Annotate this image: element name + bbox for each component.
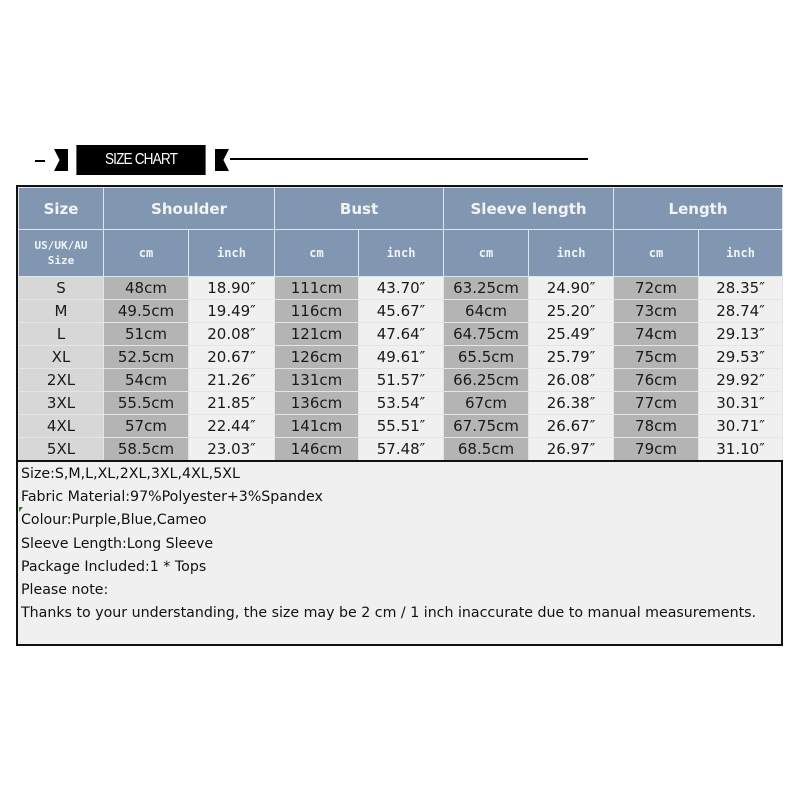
header-shoulder: Shoulder (104, 188, 275, 230)
cell-bust-cm: 141cm (275, 415, 359, 438)
note-please-note: Please note: (21, 581, 109, 598)
banner-rule (230, 158, 588, 160)
size-chart-table (18, 187, 783, 461)
cell-sleeve-inch: 25.49″ (529, 323, 614, 346)
note-colour: Colour:Purple,Blue,Cameo (21, 512, 207, 529)
cell-length-inch: 28.35″ (699, 277, 783, 300)
unit-shoulder-cm: cm (104, 230, 189, 277)
cell-sleeve-inch: 24.90″ (529, 277, 614, 300)
unit-bust-inch: inch (359, 230, 444, 277)
cell-size: S (19, 277, 104, 300)
unit-bust-cm: cm (275, 230, 359, 277)
cell-bust-inch: 53.54″ (359, 392, 444, 415)
cell-bust-cm: 121cm (275, 323, 359, 346)
table-row (19, 438, 783, 461)
header-sleeve-length: Sleeve length (444, 188, 614, 230)
cell-length-cm: 77cm (614, 392, 699, 415)
banner-dash-left (35, 160, 45, 162)
cell-length-inch: 29.53″ (699, 346, 783, 369)
cell-shoulder-cm: 55.5cm (104, 392, 189, 415)
table-row (19, 277, 783, 300)
note-sizes: Size:S,M,L,XL,2XL,3XL,4XL,5XL (21, 466, 240, 482)
cell-shoulder-cm: 51cm (104, 323, 189, 346)
cell-shoulder-cm: 49.5cm (104, 300, 189, 323)
cell-shoulder-inch: 23.03″ (189, 438, 275, 461)
cell-bust-cm: 126cm (275, 346, 359, 369)
cell-sleeve-cm: 68.5cm (444, 438, 529, 461)
cell-size: 3XL (19, 392, 104, 415)
cell-shoulder-cm: 48cm (104, 277, 189, 300)
cell-sleeve-inch: 25.20″ (529, 300, 614, 323)
cell-shoulder-inch: 20.08″ (189, 323, 275, 346)
unit-length-cm: cm (614, 230, 699, 277)
cell-sleeve-cm: 64.75cm (444, 323, 529, 346)
cell-length-cm: 76cm (614, 369, 699, 392)
cell-shoulder-cm: 52.5cm (104, 346, 189, 369)
cell-sleeve-cm: 67cm (444, 392, 529, 415)
cell-shoulder-inch: 18.90″ (189, 277, 275, 300)
unit-sleeve-cm: cm (444, 230, 529, 277)
cell-sleeve-cm: 63.25cm (444, 277, 529, 300)
note-disclaimer: Thanks to your understanding, the size may be 2 cm / 1 inch inaccurate due to manual measurements. (21, 605, 757, 622)
cell-size: M (19, 300, 104, 323)
cell-length-cm: 75cm (614, 346, 699, 369)
size-chart-banner (0, 140, 800, 180)
cell-sleeve-cm: 65.5cm (444, 346, 529, 369)
cell-bust-cm: 116cm (275, 300, 359, 323)
table-row (19, 415, 783, 438)
cell-size: 2XL (19, 369, 104, 392)
cell-sleeve-inch: 26.67″ (529, 415, 614, 438)
cell-length-inch: 29.92″ (699, 369, 783, 392)
header-bust: Bust (275, 188, 444, 230)
cell-bust-cm: 111cm (275, 277, 359, 300)
note-fabric: Fabric Material:97%Polyester+3%Spandex (21, 489, 323, 506)
note-package: Package Included:1 * Tops (21, 558, 207, 575)
cell-shoulder-inch: 19.49″ (189, 300, 275, 323)
table-row (19, 323, 783, 346)
cell-length-inch: 31.10″ (699, 438, 783, 461)
cell-sleeve-inch: 25.79″ (529, 346, 614, 369)
cell-shoulder-cm: 57cm (104, 415, 189, 438)
table-row (19, 392, 783, 415)
cell-length-cm: 72cm (614, 277, 699, 300)
cell-size: XL (19, 346, 104, 369)
cell-size: 4XL (19, 415, 104, 438)
table-notes-divider (16, 460, 783, 462)
cell-size: L (19, 323, 104, 346)
cell-bust-inch: 47.64″ (359, 323, 444, 346)
cell-shoulder-cm: 58.5cm (104, 438, 189, 461)
ribbon-tail-left-icon (54, 149, 68, 171)
cell-bust-inch: 49.61″ (359, 346, 444, 369)
note-sleeve-length: Sleeve Length:Long Sleeve (21, 535, 214, 552)
group-header-row (19, 188, 783, 230)
cell-shoulder-inch: 21.85″ (189, 392, 275, 415)
banner-title: SIZE CHART (76, 145, 205, 175)
cell-sleeve-inch: 26.08″ (529, 369, 614, 392)
cell-length-inch: 29.13″ (699, 323, 783, 346)
cell-shoulder-inch: 21.26″ (189, 369, 275, 392)
unit-length-inch: inch (699, 230, 783, 277)
table-row (19, 300, 783, 323)
cell-sleeve-cm: 66.25cm (444, 369, 529, 392)
cell-length-cm: 78cm (614, 415, 699, 438)
cell-bust-inch: 51.57″ (359, 369, 444, 392)
cell-bust-cm: 146cm (275, 438, 359, 461)
cell-bust-inch: 57.48″ (359, 438, 444, 461)
cell-length-cm: 79cm (614, 438, 699, 461)
unit-sleeve-inch: inch (529, 230, 614, 277)
size-region-label: US/UK/AU (34, 239, 88, 252)
header-length: Length (614, 188, 783, 230)
cell-shoulder-inch: 22.44″ (189, 415, 275, 438)
cell-length-cm: 74cm (614, 323, 699, 346)
cell-bust-inch: 55.51″ (359, 415, 444, 438)
cell-length-inch: 30.31″ (699, 392, 783, 415)
cell-sleeve-cm: 64cm (444, 300, 529, 323)
cell-size: 5XL (19, 438, 104, 461)
cell-bust-inch: 45.67″ (359, 300, 444, 323)
cell-shoulder-cm: 54cm (104, 369, 189, 392)
cell-sleeve-inch: 26.97″ (529, 438, 614, 461)
header-size: Size (19, 188, 104, 230)
ribbon-tail-right-icon (215, 149, 229, 171)
table-row (19, 346, 783, 369)
cell-sleeve-inch: 26.38″ (529, 392, 614, 415)
cell-length-cm: 73cm (614, 300, 699, 323)
table-row (19, 369, 783, 392)
cell-bust-inch: 43.70″ (359, 277, 444, 300)
unit-header-row (19, 230, 783, 277)
unit-shoulder-inch: inch (189, 230, 275, 277)
size-rows (19, 277, 783, 461)
cell-length-inch: 30.71″ (699, 415, 783, 438)
product-notes (21, 463, 781, 625)
cell-bust-cm: 136cm (275, 392, 359, 415)
subheader-size-region (19, 230, 104, 277)
cell-length-inch: 28.74″ (699, 300, 783, 323)
cell-shoulder-inch: 20.67″ (189, 346, 275, 369)
cell-bust-cm: 131cm (275, 369, 359, 392)
size-label: Size (47, 254, 75, 267)
cell-sleeve-cm: 67.75cm (444, 415, 529, 438)
